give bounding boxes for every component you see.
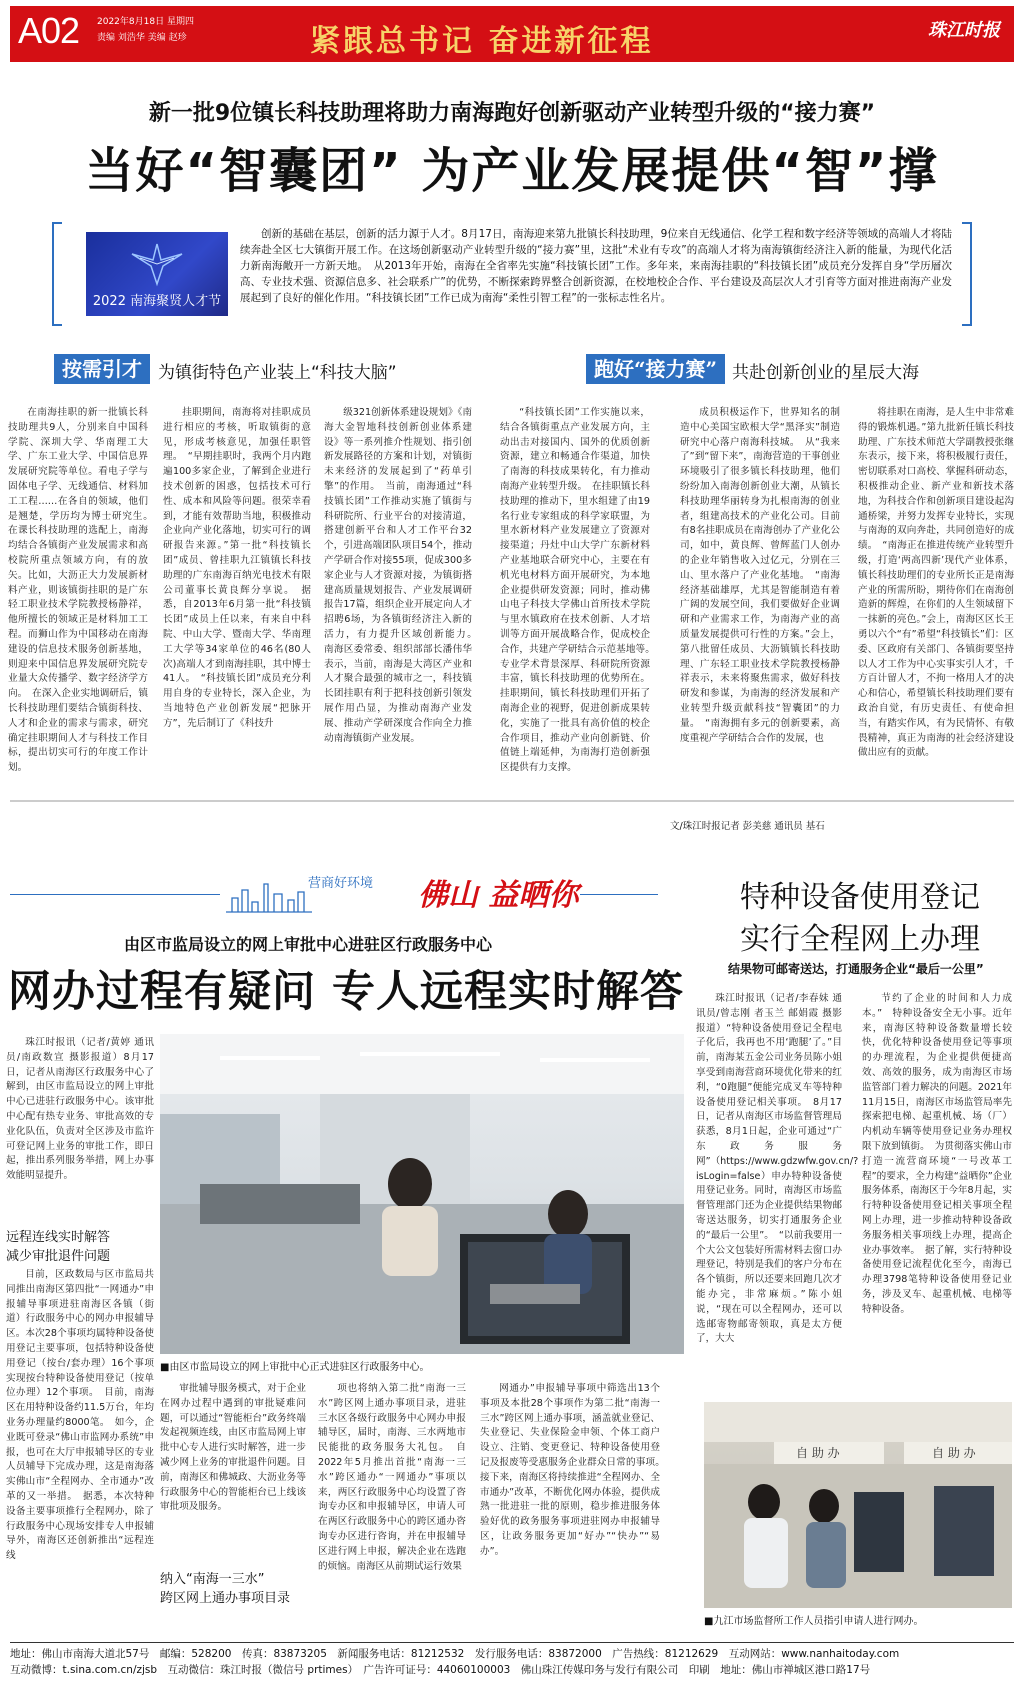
story2-subhead-1b: 减少审批退件问题 (6, 1249, 111, 1264)
newspaper-name: 珠江时报 (928, 20, 1000, 41)
campaign-banner (224, 868, 580, 920)
section-title-2: 共赴创新创业的星辰大海 (732, 363, 919, 383)
section-tag-1: 按需引才 (54, 354, 150, 384)
section-title-1: 为镇街特色产业装上“科技大脑” (158, 363, 397, 383)
lead-column-6: 将挂职在南海，是人生中非常难得的锻炼机遇。”第九批新任镇长科技助理、广东技术师范大学副教授张继东表示，接下来，将积极履行责任，密切联系对口高校、掌握科研动态，积极推动企业、新产业和新技术落地，为科技合作和创新项目建设起沟通桥梁，并努力发挥专业特长，实现与南海的双向奔赴，共同创造好的成绩。 “南海正在推进传统产业转型升级，打造‘两高四新’现代产业体系，镇长科技助理们的专业所长正是南海产业的所需所盼，期待你们在南海创造新的辉煌，在你们的人生领域留下一抹新的亮色。”会上，南海区区长王勇以六个“有”希望“科技镇长”们：区委、区政府有关部门、各镇街要坚持以人才工作为中心实事实引人才，千方百计留人才，不拘一格用人才的决心和信心，希望镇长科技助理们要有政治自觉，有历史责任、有使命担当，有踏实作风，有为民情怀、有敬畏精神，真正为南海的社会经济建设做出应有的贡献。 (858, 407, 1014, 759)
lead-column-1: 在南海挂职的新一批镇长科技助理共9人，分别来自中国科学院、深圳大学、华南理工大学、广东工业大学、中国信息界发展研究院等单位。看电子学与固体电子学、无线通信、材料加工工程……在各自的领域，他们是翘楚，学历均为博士研究生。 在课长科技助理的选配上，南海均结合各镇街产业发展需求和高校院所重点领域方向，有的放矢。比如，大沥正大力发展新材料产业，则该镇街挂职的是广东轻工职业技术学院教授杨静祥，他所擅长的领域正是材料加工工程。而狮山作为中国移动在南海建设的信息技术服务创新基地，则迎来中国信息界发展研究院专业量大众传播学、数字经济学方向。 在深入企业实地调研后，镇长科技助理们要结合镇街科技、人才和企业的需求与需求，研究确定挂职期间人才与科技工作目标，提出切实可行的年度工作计划。 (8, 407, 158, 774)
footer-rule (10, 1642, 1014, 1643)
banner-small-text: 营商好环境 (308, 876, 374, 891)
photo2-caption: ■九江市场监督所工作人员指引申请人进行网办。 (704, 1616, 924, 1627)
bracket-right (962, 222, 972, 326)
banner-rule-left (10, 894, 220, 895)
masthead (10, 6, 1014, 62)
photo1-caption: ■由区市监局设立的网上审批中心正式进驻区行政服务中心。 (160, 1362, 430, 1373)
sign-self-service-left: 自 助 办 (796, 1446, 840, 1460)
bracket-left (52, 222, 62, 326)
section-head-2 (586, 354, 986, 384)
self-service-photo (704, 1402, 1012, 1608)
story2-subhead-2b: 跨区网上通办事项目录 (160, 1591, 291, 1606)
issue-editors: 责编 刘浩华 美编 赵珍 (97, 33, 187, 43)
section-tag-2: 跑好“接力赛” (586, 354, 725, 384)
lead-kicker: 新一批9位镇长科技助理将助力南海跑好创新驱动产业转型升级的“接力赛” (148, 101, 876, 126)
story2-column-1b: 目前，区政数局与区市监局共同推出南海区第四批“一网通办”申报辅导事项进驻南海区各镇（街道）行政服务中心的网办申报辅导区。本次28个事项均属特种设备使用登记主要事项，包括特种设备使用登记（按台/套办理）16个事项实现按台特种设备使用登记（按单位办理）12个事项。 目前，南海区在用特种设备约11.5万台，年均业务办理量约8000笔。 如今，企业既可登录“佛山市监网办系统”申报，也可在大厅申报辅导区的专业人员辅导下完成办理，这是南海落实佛山市“全程网办、全市通办”改革的又一举措。 据悉，本次特种设备主要事项推行全程网办，除了行政服务中心现场安排专人申报辅导外，南海区还创新推出“远程连线 (6, 1269, 154, 1562)
lead-column-5: 成员积极运作下，世界知名的制造中心美国宝欧根大学“黑泽实”制造研究中心落户南海科技城。 从“我来了”到“留下来”，南海营造的干事创业环境吸引了很多镇长科技助理，他们纷纷加入南海创新创业大潮，从镇长科技助理华丽转身为扎根南海的创业者，组建高技术的产业化公司。目前有8名挂职成员在南海创办了产业化公司，如中，黄良辉、曾辉蓝门人创办的企业年销售收入过亿元，分别在三山、里水落户了产业化基地。 “南海经济基础雄厚，尤其是智能制造有着广阔的发展空间，我们要做好企业调研和产业需求工作，为南海产业的高质量发展提供可行性的方案。”会上，第八批留任成员、大沥镇镇长科技助理、广东轻工职业技术学院教授杨静祥表示，未来将聚焦需求，做好科技研发和参谋，为南海的经济发展和产业转型升级贡献科技“智囊团”的力量。 “南海拥有多元的创新要素，高度重视产学研结合合作的发展，也 (680, 407, 840, 744)
lead-column-3: 级321创新体系建设规划》《南海大金智地科技创新创业体系建设》等一系列推介性规划、指引创新发展路径的方案和计划，对镇街未来经济的发展起到了“药单引擎”的作用。 当前，南海通过“科技镇长团”工作推动实施了镇街与科研院所、行业平台的对接清道，搭建创新平台和人才工作平台32个，引进高端团队项目54个，推动产学研合作对接55项，促成300多家企业与人才资源对接，为镇街搭建高质量规划报告、产业发展调研报告17篇，组织企业开展定向人才招聘6场，为各镇街经济注入新的活力，有力提升区域创新能力。 南海区委常委、组织部部长潘伟华表示，当前，南海是大湾区产业和人才聚合最强的城市之一，科技镇长团挂职有利于把科技创新引领发展作用凸显，为推动南海产业发展、推动产学研深度合作向全力推动南海镇街产业发展。 (324, 407, 482, 744)
side-subheadline: 结果物可邮寄送达，打通服务企业“最后一公里” (728, 962, 984, 976)
lead-column-2: 挂职期间，南海将对挂职成员进行相应的考核，听取镇街的意见，形成考核意见，加强任职管理。 “早期挂职时，我两个月内跑遍100多家企业，了解到企业进行技术创新的困惑，包括技术可行性、成本和风险等问题。很荣幸看到，才能有效帮助当地，积极推动企业向产业化落地，切实可行的调研报告来源。”第一批“科技镇长团”成员、曾挂职九江镇镇长科技助理的广东南海百纳光电技术有限公司董事长黄良辉分享说。 据悉，自2013年6月第一批“科技镇长团”成员上任以来，有来自中科院、中山大学、暨南大学、华南理工大学等34家单位的46名(80人次)高端人才到南海挂职，其中博士41人。 “科技镇长团”成员充分利用自身的专业特长，深入企业，为当地特色产业创新发展“把脉开方”，先后制订了《科技升 (163, 407, 311, 729)
lead-intro-text: 创新的基础在基层，创新的活力源于人才。8月17日，南海迎来第九批镇长科技助理，9位来自无线通信、化学工程和数字经济等领域的高端人才将陆续奔赴全区七大镇街开展工作。在这场创新驱动产业转型升级的“接力赛”里，这批“术业有专攻”的高端人才将为南海镇街经济注入新的能量，为现代化活力新南海敞开一方新天地。 从2013年开始，南海在全省率先实施“科技镇长团”工作。多年来，来南海挂职的“科技镇长团”成员充分发挥自身“学历層次高、专业技术强、资源信息多、社会联系广”的优势，不断探索跨界整合创新资源，在校地校企合作、平台建设及高层次人才引育等方面对推进南海产业发展起到了良好的催化作用。“科技镇长团”工作已成为南海“柔性引智工程”的一张标志性名片。 (240, 228, 952, 304)
banner-brand-text: 佛山 益晒你 (418, 878, 579, 913)
banner-rule-right (580, 894, 658, 895)
story2-column-4: 网通办”申报辅导事项中筛选出13个事项及本批28个事项作为第二批“南海一三水”跨区网上通办事项，涵盖就业登记、失业登记、失业保险金申领、个体工商户设立、注销、变更登记、特种设备使用登记及报废等受惠服务企业群众日常的事项。 接下来，南海区将持续推进“全程网办、全市通办”改革，不断优化网办体验，提供成熟一批进驻一批的原则，稳步推进服务体验好优的政务服务事项进驻网办申报辅导区，让政务服务更加“好办”“快办”“易办”。 (480, 1383, 670, 1557)
story2-column-1: 珠江时报讯（记者/黄婷 通讯员/南政数宣 摄影报道）8月17日，记者从南海区行政服务中心了解到，由区市监局设立的网上审批中心已进驻行政服务中心。该审批中心配有热专业务、审批高效的专业化队伍，负责对全区涉及市监许可登记网上业务的审批工作，即日起，推出系列服务举措，网上办事效能明显提升。 (6, 1037, 154, 1182)
sign-self-service-right: 自 助 办 (932, 1446, 976, 1460)
talent-festival-logo (86, 232, 228, 316)
story2-subhead-1a: 远程连线实时解答 (6, 1230, 111, 1245)
story3-column-2: 节约了企业的时间和人力成本。” 特种设备安全无小事。近年来，南海区特种设备数量增长较快，优化特种设备使用登记等事项的办理流程，为企业提供便捷高效、高效的服务，成为南海区市场监管部门着力解决的问题。2021年11月15日，南海区市场监管局率先探索把电梯、起重机械、场（厂）内机动车辆等使用登记业务办理权限下放到镇街。 为贯彻落实佛山市打造一流营商环境“一号改革工程”的要求，全力构建“益晒你”企业服务体系，南海区于今年8月起，实行特种设备使用登记相关事项全程网上办理，进一步推动特种设备政务服务相关事项线上办理，提高企业办事效率。 据了解，实行特种设备使用登记流程优化至今，南海已办理3798笔特种设备使用登记业务，涉及叉车、起重机械、电梯等特种设备。 (862, 993, 1013, 1315)
bird-emblem-icon (130, 240, 184, 286)
story2-subhead-2a: 纳入“南海一三水” (160, 1572, 265, 1587)
section-slogan: 紧跟总书记 奋进新征程 (310, 24, 654, 59)
skyline-icon (224, 878, 314, 916)
story2-column-3: 项也将纳入第二批“南海一三水”跨区网上通办事项目录，进驻三水区各级行政服务中心网办申报辅导区，届时，南海、三水两地市民能批的政务服务大礼包。 自2022年5月推出首批“南海一三水”跨区通办“一网通办”事项以来，两区行政服务中心均设置了咨询专办区和申报辅导区，申请人可在两区行政服务中心的跨区通办咨询专办区进行咨询，并在申报辅导区进行网上申报，解决企业在选跑的烦恼。南海区从前期试运行效果 (318, 1383, 466, 1572)
lead-intro-box (52, 222, 972, 326)
story3-column-1: 珠江时报讯（记者/李春妹 通讯员/曾志刚 者玉兰 邮娟霞 摄影报道）“特种设备使用登记全程电子化后，我再也不用‘跑腿’了。”目前，南海某五金公司业务员陈小姐享受到南海营商环境优化带来的红利，“0跑腿”便能完成叉车等特种设备使用登记相关事项。 8月17日，记者从南海区市场监督管理局获悉，8月1日起，企业可通过“广东政务服务网”（https://www.gdzwfw.gov.cn/?isLogin=false）申办特种设备使用登记业务。同时，南海区市场监督管理部门还为企业提供结果物邮寄送达服务，切实打通服务企业的“最后一公里”。 “以前我要用一个大公文包装好所需材料去窗口办理登记，特别是我们的客户分布在各个镇街，所以还要来回跑几次才能办完，非常麻烦。”陈小姐说，“现在可以全程网办，还可以选邮寄物邮寄领取，真是太方便了，大大 (696, 993, 859, 1345)
story2-kicker: 由区市监局设立的网上审批中心进驻区行政服务中心 (124, 935, 493, 954)
story2-column-2: 审批辅导服务模式，对于企业在网办过程中遇到的审批疑难问题，可以通过“智能柜台”政务终端发起视频连线，由区市监局网上审批中心专人进行实时解答，进一步减少网上业务的审批退件问题。目前，南海区和佛城政、大沥业务等行政服务中心的智能柜台已上线该审批项及服务。 (160, 1383, 306, 1513)
lead-headline: 当好“智囊团” 为产业发展提供“智”撑 (85, 143, 939, 199)
logo-caption: 2022 南海聚贤人才节 (92, 294, 222, 309)
service-center-photo (160, 1034, 684, 1354)
story2-headline: 网办过程有疑问 专人远程实时解答 (8, 967, 684, 1017)
lead-byline: 文/珠江时报记者 彭美慈 通讯员 基石 (670, 821, 825, 832)
section-divider (10, 800, 1014, 802)
side-headline-2: 实行全程网上办理 (740, 922, 980, 957)
footer-line-2: 互动微博：t.sina.com.cn/zjsb 互动微信：珠江时报（微信号 prtimes） 广告许可证号：44060100003 佛山珠江传媒印务与发行有限公司 印刷 地址：佛山市禅城区港口路17号 (10, 1664, 871, 1676)
footer-line-1: 地址：佛山市南海大道北57号 邮编：528200 传真：83873205 新闻服务电话：81212532 发行服务电话：83872000 广告热线：81212629 互动网站：www.nanhaitoday.com (10, 1648, 900, 1660)
page-code: A02 (18, 10, 80, 51)
side-headline-1: 特种设备使用登记 (740, 880, 980, 915)
issue-date: 2022年8月18日 星期四 (97, 17, 194, 27)
lead-column-4: “科技镇长团”工作实施以来，结合各镇街重点产业发展方向，主动出击对接国内、国外的优质创新资源，建立和畅通合作渠道，加快了南海的科技成果转化，有力推动南海产业转型升级。 在挂职镇长科技助理的推动下，里水组建了由19名行业专家组成的科学家联盟，为里水新材料产业发展建立了资源对接渠道；丹灶中山大学广东新材料产业基地联合研究中心，主要在有机光电材料方面开展研究，为本地企业提供研发资源；同时，推动佛山电子科技大学佛山首所技术学院与里水镇政府在技术创新、人才培训等方面开展战略合作，促成校企合作，共建产学研结合示范基地等。 专业学术背景深厚、科研院所资源丰富，镇长科技助理的优势所在。挂职期间，镇长科技助理们开拓了南海企业的视野，促进创新成果转化，实施了一批具有高价值的校企合作项目，推动产业向创新链、价值链上端延伸，为南海打造创新强区提供有力支撑。 (500, 407, 660, 774)
section-head-1 (54, 354, 454, 384)
